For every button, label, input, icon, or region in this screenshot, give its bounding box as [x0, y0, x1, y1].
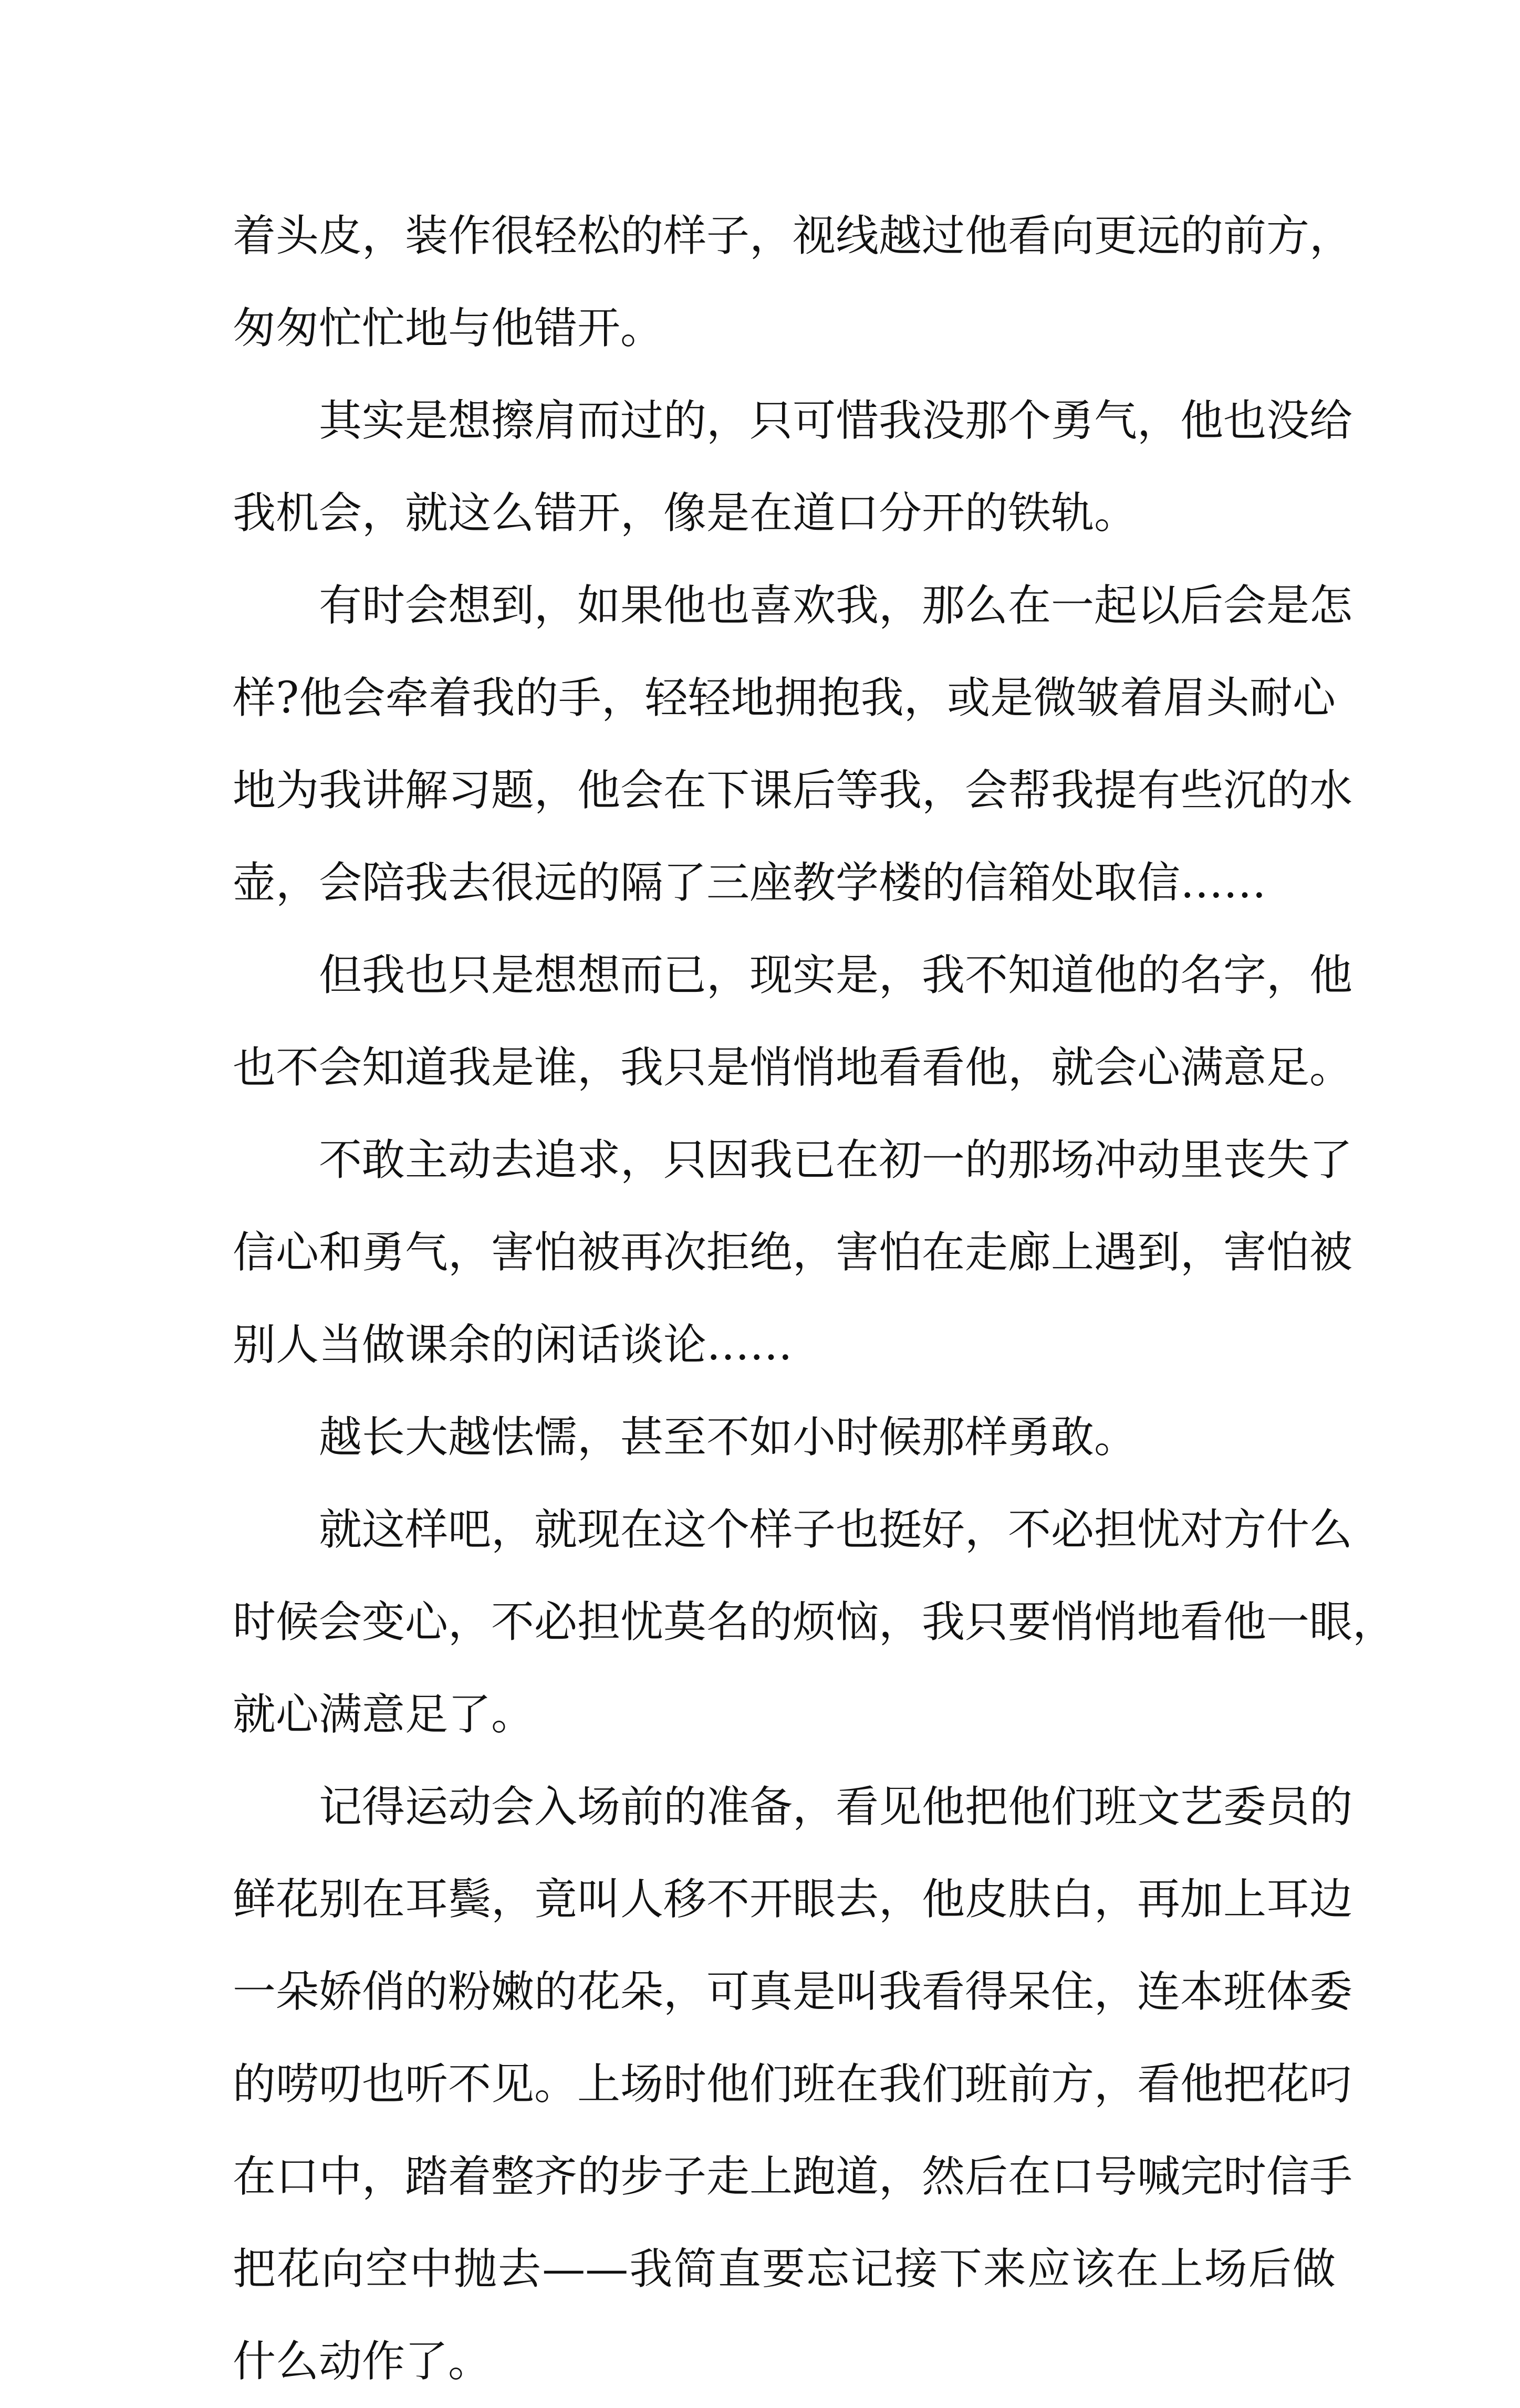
body-text: [233, 190, 1396, 2408]
text-line: 也不会知道我是谁，我只是悄悄地看看他，就会心满意足。: [233, 1043, 1353, 1093]
text-line: 其实是想擦肩而过的，只可惜我没那个勇气，他也没给: [319, 396, 1353, 446]
text-line: 样?他会牵着我的手，轻轻地拥抱我，或是微皱着眉头耐心: [233, 673, 1336, 723]
text-line: 越长大越怯懦，甚至不如小时候那样勇敢。: [319, 1412, 1138, 1462]
text-line: 地为我讲解习题，他会在下课后等我，会帮我提有些沉的水: [233, 766, 1353, 815]
text-line: 时候会变心，不必担忧莫名的烦恼，我只要悄悄地看他一眼，: [233, 1597, 1396, 1647]
text-line: 就心满意足了。: [233, 1690, 535, 1740]
text-line: 一朵娇俏的粉嫩的花朵，可真是叫我看得呆住，连本班体委: [233, 1967, 1353, 2017]
text-line: 不敢主动去追求，只因我已在初一的那场冲动里丧失了: [319, 1135, 1353, 1185]
text-line: 鲜花别在耳鬓，竟叫人移不开眼去，他皮肤白，再加上耳边: [233, 1875, 1353, 1924]
text-line: 记得运动会入场前的准备，看见他把他们班文艺委员的: [319, 1782, 1353, 1832]
text-line: 壶，会陪我去很远的隔了三座教学楼的信箱处取信……: [233, 858, 1267, 908]
text-line: 别人当做课余的闲话谈论……: [233, 1320, 793, 1370]
text-line: 的唠叨也听不见。上场时他们班在我们班前方，看他把花叼: [233, 2059, 1353, 2109]
text-line: 信心和勇气，害怕被再次拒绝，害怕在走廊上遇到，害怕被: [233, 1228, 1353, 1278]
text-line: 但我也只是想想而已，现实是，我不知道他的名字，他: [319, 950, 1353, 1000]
text-line: 有时会想到，如果他也喜欢我，那么在一起以后会是怎: [319, 581, 1353, 631]
text-line: 着头皮，装作很轻松的样子，视线越过他看向更远的前方，: [233, 211, 1353, 261]
text-line: 什么动作了。: [233, 2337, 492, 2386]
text-line: 在口中，踏着整齐的步子走上跑道，然后在口号喊完时信手: [233, 2152, 1353, 2202]
text-line: 我机会，就这么错开，像是在道口分开的铁轨。: [233, 488, 1138, 538]
text-line: 就这样吧，就现在这个样子也挺好，不必担忧对方什么: [319, 1505, 1353, 1555]
text-line: 把花向空中抛去——我简直要忘记接下来应该在上场后做: [233, 2244, 1336, 2294]
text-line: 匆匆忙忙地与他错开。: [233, 303, 664, 353]
